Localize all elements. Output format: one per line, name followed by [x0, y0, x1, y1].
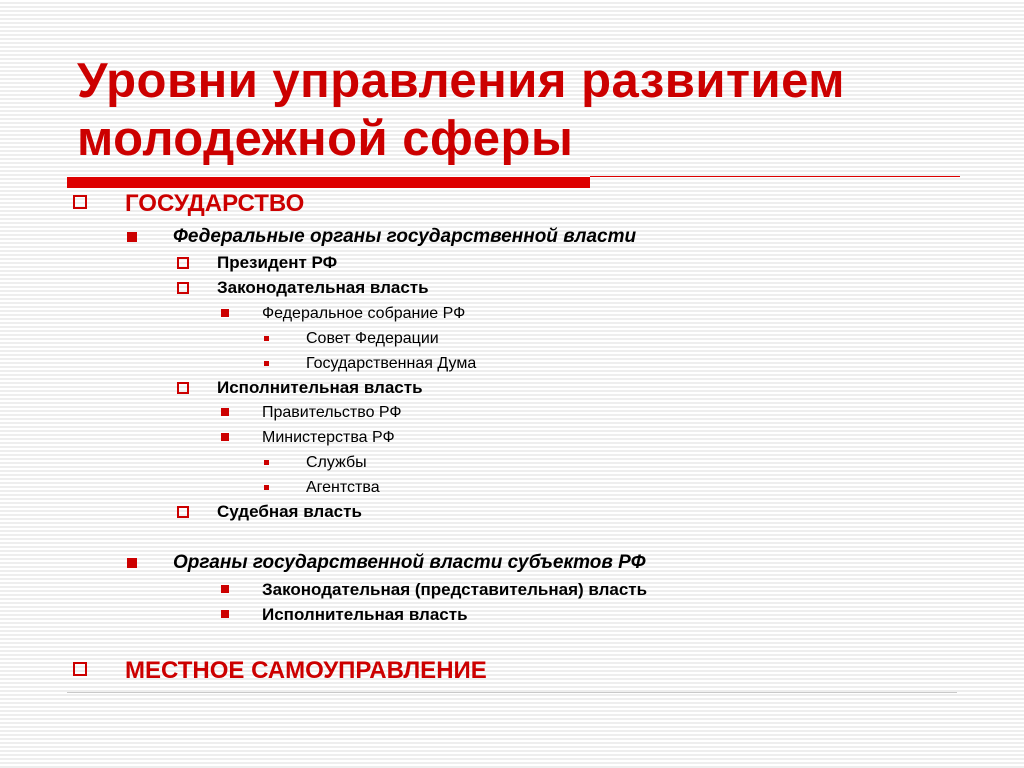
list-item-label: Исполнительная власть [217, 378, 423, 397]
filled-square-bullet-icon [221, 610, 229, 618]
small-square-bullet-icon [264, 361, 269, 366]
hollow-square-bullet-icon [73, 662, 87, 676]
list-item-label: ГОСУДАРСТВО [125, 190, 305, 217]
filled-square-bullet-icon [127, 232, 137, 242]
filled-square-bullet-icon [221, 585, 229, 593]
hollow-square-bullet-icon [177, 257, 189, 269]
list-item-label: Законодательная власть [217, 278, 429, 297]
hollow-square-bullet-icon [177, 282, 189, 294]
filled-square-bullet-icon [221, 408, 229, 416]
list-item-label: Органы государственной власти субъектов РФ [173, 552, 646, 573]
slide-title [77, 52, 977, 168]
filled-square-bullet-icon [221, 309, 229, 317]
title-underline-thin [590, 176, 960, 177]
title-underline-thick [67, 177, 590, 188]
list-item-label: Судебная власть [217, 502, 362, 521]
small-square-bullet-icon [264, 336, 269, 341]
filled-square-bullet-icon [127, 558, 137, 568]
list-item-label: Федеральные органы государственной власти [173, 226, 637, 247]
list-item-label: МЕСТНОЕ САМОУПРАВЛЕНИЕ [125, 657, 487, 684]
filled-square-bullet-icon [221, 433, 229, 441]
list-item-label: Федеральное собрание РФ [262, 305, 466, 322]
hollow-square-bullet-icon [177, 382, 189, 394]
hollow-square-bullet-icon [177, 506, 189, 518]
list-item-label: Правительство РФ [262, 404, 402, 421]
list-item-label: Президент РФ [217, 253, 338, 272]
small-square-bullet-icon [264, 485, 269, 490]
slide-title-line-2: молодежной сферы [77, 112, 574, 166]
list-item-label: Агентства [306, 479, 380, 496]
list-item-label: Совет Федерации [306, 330, 439, 347]
small-square-bullet-icon [264, 460, 269, 465]
hollow-square-bullet-icon [73, 195, 87, 209]
list-item-label: Исполнительная власть [262, 605, 468, 624]
list-item-label: Службы [306, 454, 367, 471]
list-item-label: Законодательная (представительная) власть [262, 580, 648, 599]
slide-title-line-1: Уровни управления развитием [77, 54, 845, 108]
bottom-divider [67, 692, 957, 693]
list-item-label: Министерства РФ [262, 429, 395, 446]
list-item-label: Государственная Дума [306, 355, 477, 372]
